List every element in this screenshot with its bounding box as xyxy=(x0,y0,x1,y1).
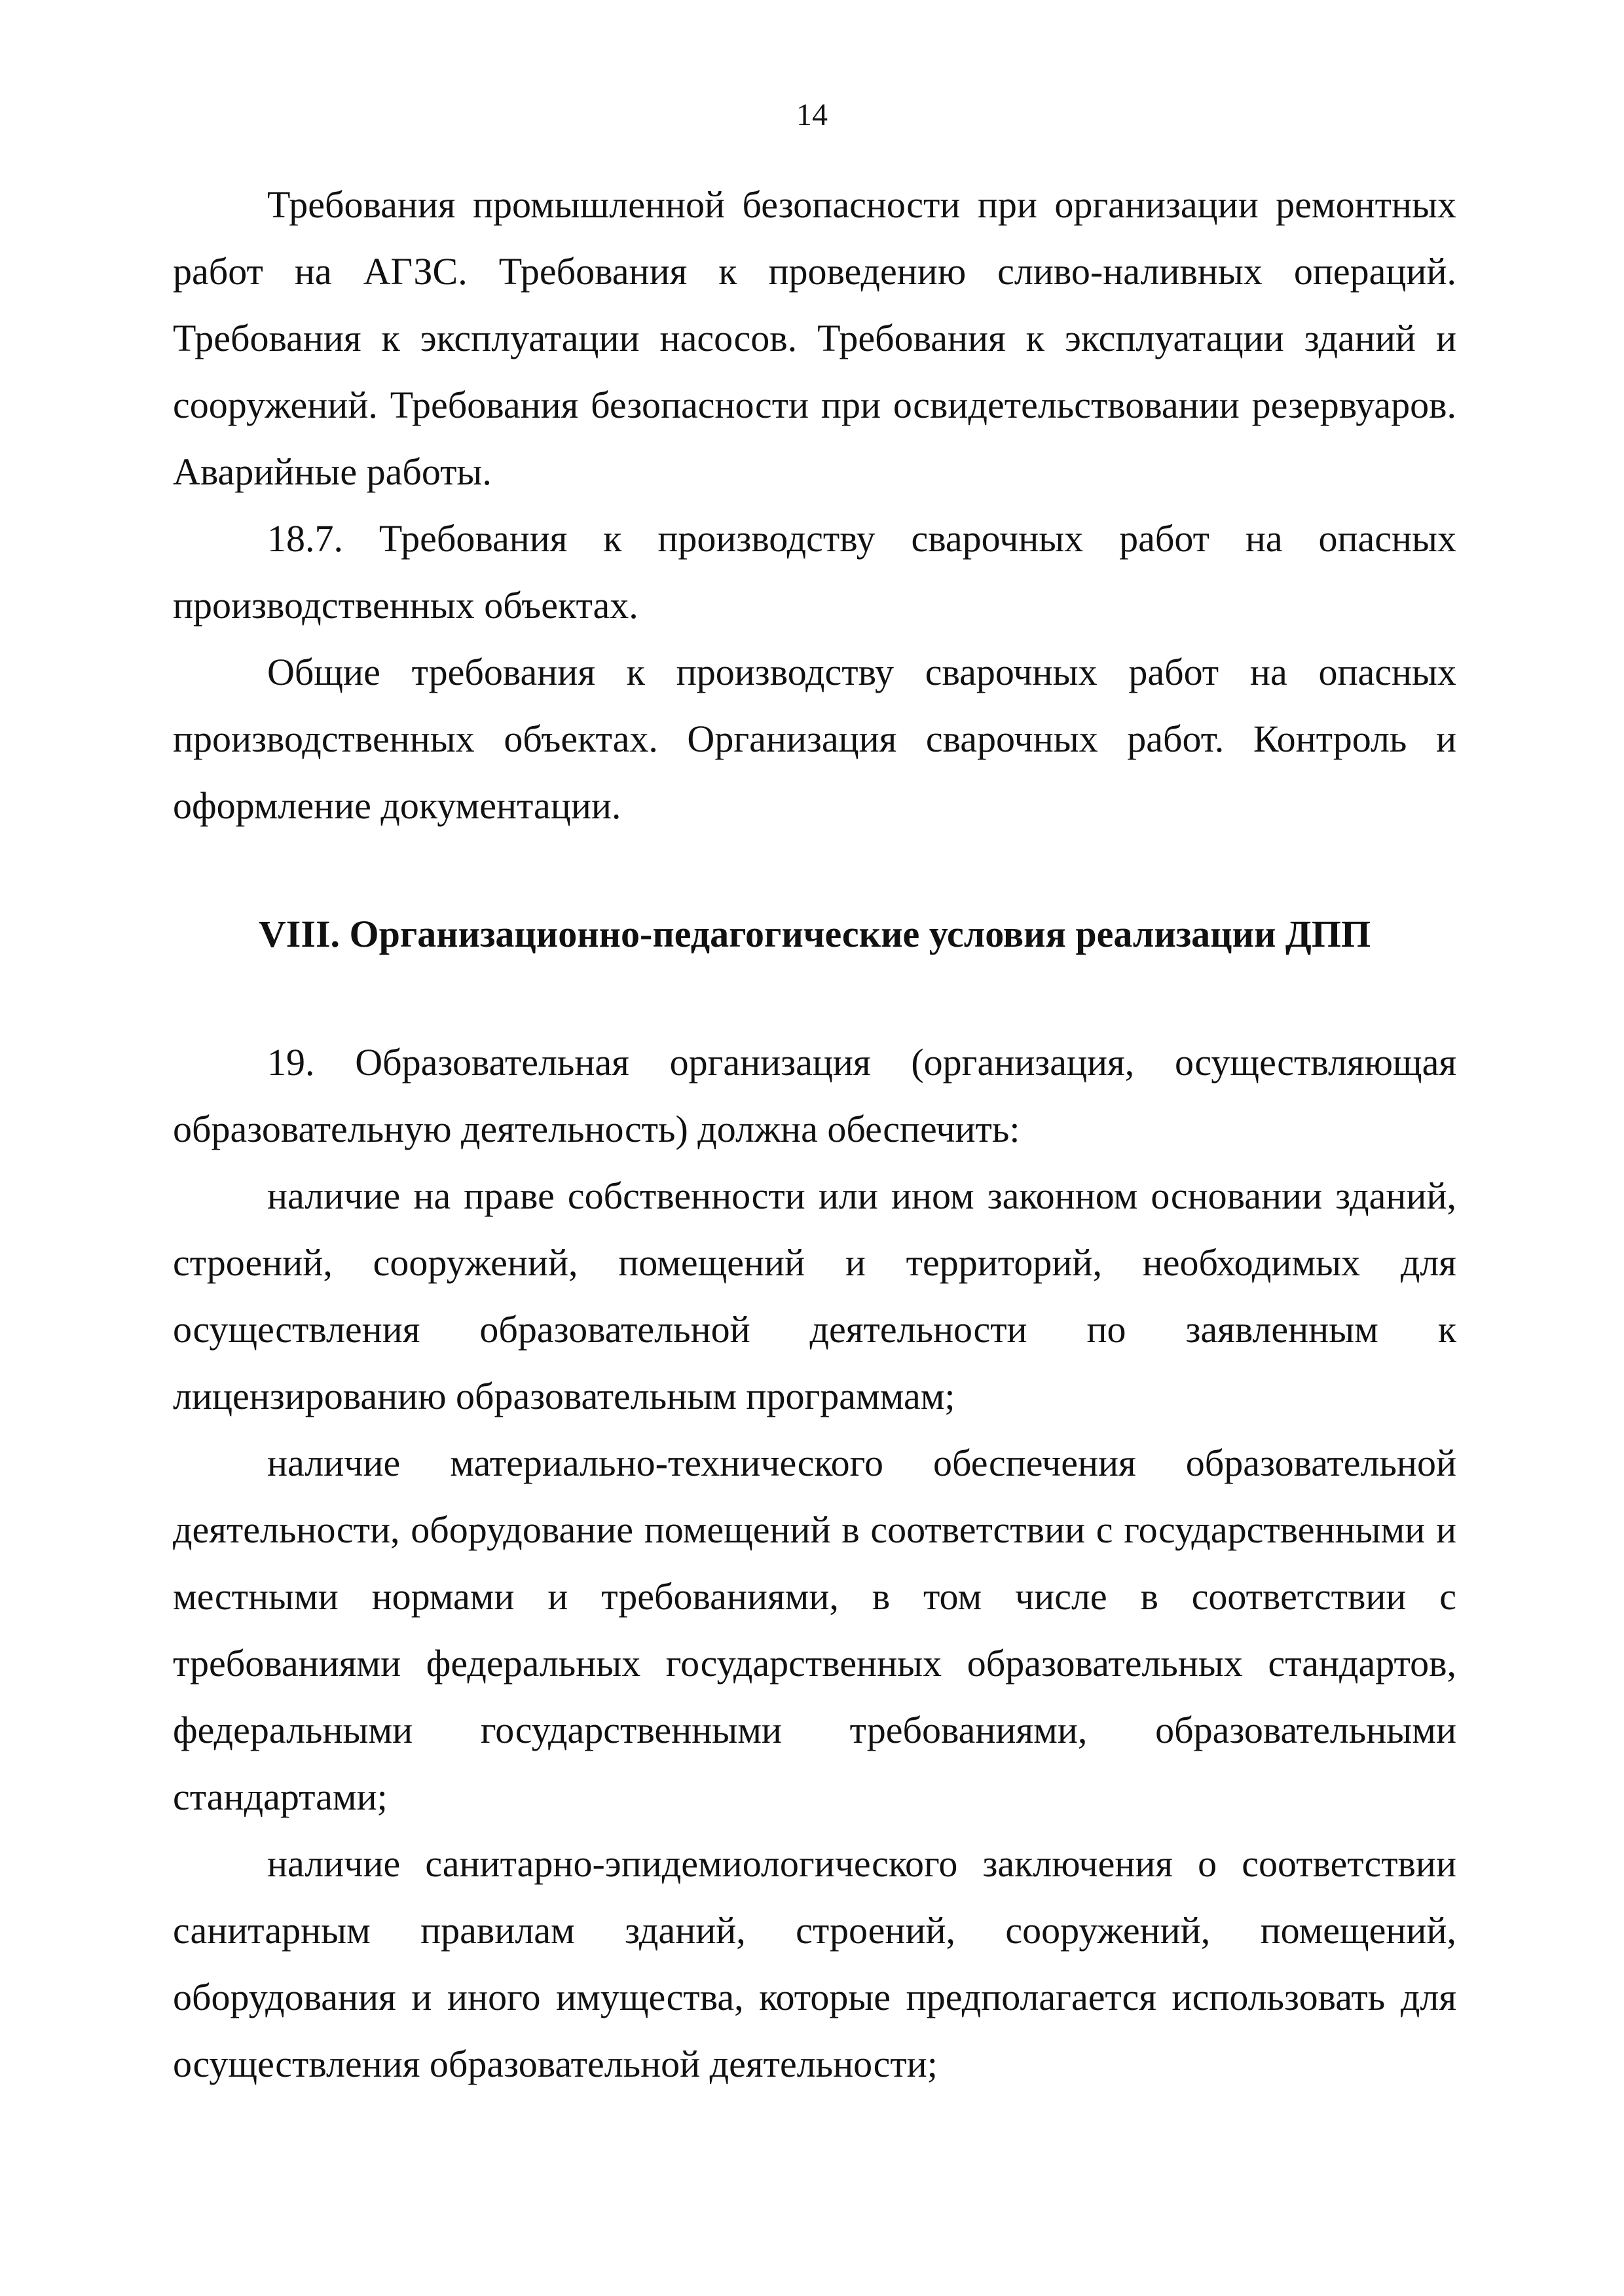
paragraph-premises: наличие на праве собственности или ином законном основании зданий, строений, сооружений, помещений и территорий, необходимых для осуществления образовательной деятельности по заявленным к лицензированию образовательным программам; xyxy=(173,1175,1456,1417)
paragraph-sanitary-conclusion: наличие санитарно-эпидемиологического заключения о соответствии санитарным правилам зданий, строений, сооружений, помещений, оборудования и иного имущества, которые предполагается использовать для осуществления образовательной деятельности; xyxy=(173,1842,1456,2085)
paragraph-agzs-requirements: Требования промышленной безопасности при организации ремонтных работ на АГЗС. Требования к проведению сливо-наливных операций. Требования к эксплуатации насосов. Требования к эксплуатации зданий и сооружений. Требования безопасности при освидетельствовании резервуаров. Аварийные работы. xyxy=(173,183,1456,493)
paragraph-welding-general: Общие требования к производству сварочных работ на опасных производственных объектах. Организация сварочных работ. Контроль и оформление документации. xyxy=(173,651,1456,827)
page-body xyxy=(173,172,1456,2098)
paragraph-material-support: наличие материально-технического обеспечения образовательной деятельности, оборудование помещений в соответствии с государственными и местными нормами и требованиями, в том числе в соответствии с требованиями федеральных государственных образовательных стандартов, федеральными государственными требованиями, образовательными стандартами; xyxy=(173,1442,1456,1818)
page-number: 14 xyxy=(796,98,828,132)
paragraph-19: 19. Образовательная организация (организация, осуществляющая образовательную деятельность) должна обеспечить: xyxy=(173,1041,1456,1150)
section-heading-viii: VIII. Организационно-педагогические условия реализации ДПП xyxy=(258,913,1371,955)
paragraph-18-7: 18.7. Требования к производству сварочных работ на опасных производственных объектах. xyxy=(173,517,1456,627)
